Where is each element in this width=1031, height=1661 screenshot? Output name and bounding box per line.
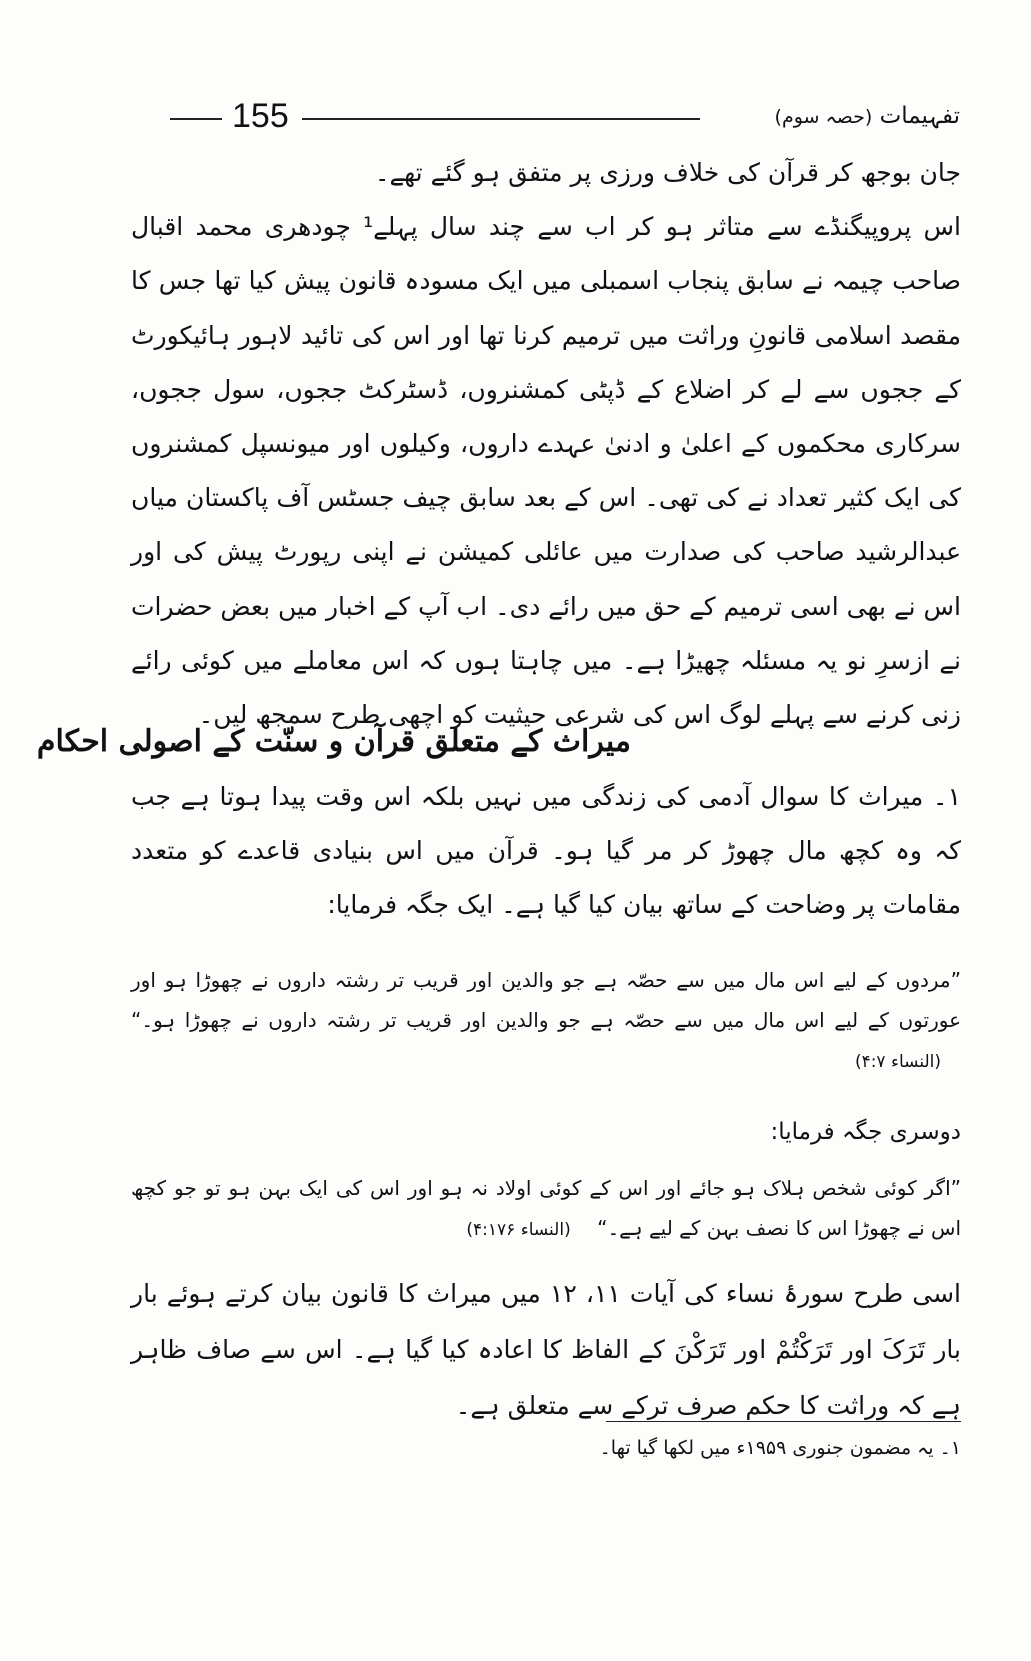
closing-text [131, 1266, 961, 1434]
running-title-book: تفہیمات [879, 103, 960, 129]
header-rule-middle [302, 118, 700, 120]
section-heading: میراث کے متعلق قرآن و سنّت کے اصولی احکام [36, 724, 631, 759]
page-header [170, 96, 960, 136]
quran-quote-2 [131, 1168, 961, 1250]
header-rule-left [170, 118, 222, 120]
intro-text [131, 146, 961, 742]
page-number: 155 [232, 97, 289, 135]
quote-1-reference: (النساء ۴:۷) [854, 1052, 941, 1072]
point-one-text [131, 770, 961, 932]
point-one-paragraph: ۱۔ میراث کا سوال آدمی کی زندگی میں نہیں بلکہ اس وقت پیدا ہوتا ہے جب کہ وہ کچھ مال چھوڑ کر مر گیا ہو۔ قرآن میں اس بنیادی قاعدے کو متعدد مقامات پر وضاحت کے ساتھ بیان کیا گیا ہے۔ ایک جگہ فرمایا: [131, 782, 961, 919]
quote-2-text: ”اگر کوئی شخص ہلاک ہو جائے اور اس کے کوئی اولاد نہ ہو اور اس کی ایک بہن ہو تو جو کچھ اس نے چھوڑا اس کا نصف بہن کے لیے ہے۔“ [131, 1176, 961, 1240]
quote-2-reference: (النساء ۴:۱۷۶) [466, 1220, 571, 1240]
quote-1-text: ”مردوں کے لیے اس مال میں سے حصّہ ہے جو والدین اور قریب تر رشتہ داروں نے چھوڑا ہو اور عورتوں کے لیے اس مال میں سے حصّہ ہے جو والدین اور قریب تر رشتہ داروں نے چھوڑا ہو۔“ [131, 968, 961, 1032]
closing-paragraph: اسی طرح سورۂ نساء کی آیات ۱۱، ۱۲ میں میراث کا قانون بیان کرتے ہوئے بار بار تَرَکَ اور تَرَکْتُمْ اور تَرَکْنَ کے الفاظ کا اعادہ کیا گیا ہے۔ اس سے صاف ظاہر ہے کہ وراثت کا حکم صرف ترکے سے متعلق ہے۔ [131, 1279, 961, 1420]
second-place-label: دوسری جگہ فرمایا: [770, 1119, 961, 1145]
running-title-part: (حصہ سوم) [774, 106, 873, 128]
footnote: ۱۔ یہ مضمون جنوری ۱۹۵۹ء میں لکھا گیا تھا۔ [599, 1437, 961, 1459]
quran-quote-1 [131, 960, 961, 1082]
running-title [775, 98, 960, 135]
continuation-line: جان بوجھ کر قرآن کی خلاف ورزی پر متفق ہو گئے تھے۔ [374, 158, 961, 187]
footnote-rule [606, 1421, 961, 1422]
intro-paragraph: اس پروپیگنڈے سے متاثر ہو کر اب سے چند سال پہلے¹ چودھری محمد اقبال صاحب چیمہ نے سابق پنجاب اسمبلی میں ایک مسودہ قانون پیش کیا تھا جس کا مقصد اسلامی قانونِ وراثت میں ترمیم کرنا تھا اور اس کی تائید لاہور ہائیکورٹ کے ججوں سے لے کر اضلاع کے ڈپٹی کمشنروں، ڈسٹرکٹ ججوں، سول ججوں، سرکاری محکموں کے اعلیٰ و ادنیٰ عہدے داروں، وکیلوں اور میونسپل کمشنروں کی ایک کثیر تعداد نے کی تھی۔ اس کے بعد سابق چیف جسٹس آف پاکستان میاں عبدالرشید صاحب کی صدارت میں عائلی کمیشن نے اپنی رپورٹ پیش کی اور اس نے بھی اسی ترمیم کے حق میں رائے دی۔ اب آپ کے اخبار میں بعض حضرات نے ازسرِ نو یہ مسئلہ چھیڑا ہے۔ میں چاہتا ہوں کہ اس معاملے میں کوئی رائے زنی کرنے سے پہلے لوگ اس کی شرعی حیثیت کو اچھی طرح سمجھ لیں۔ [131, 212, 962, 730]
